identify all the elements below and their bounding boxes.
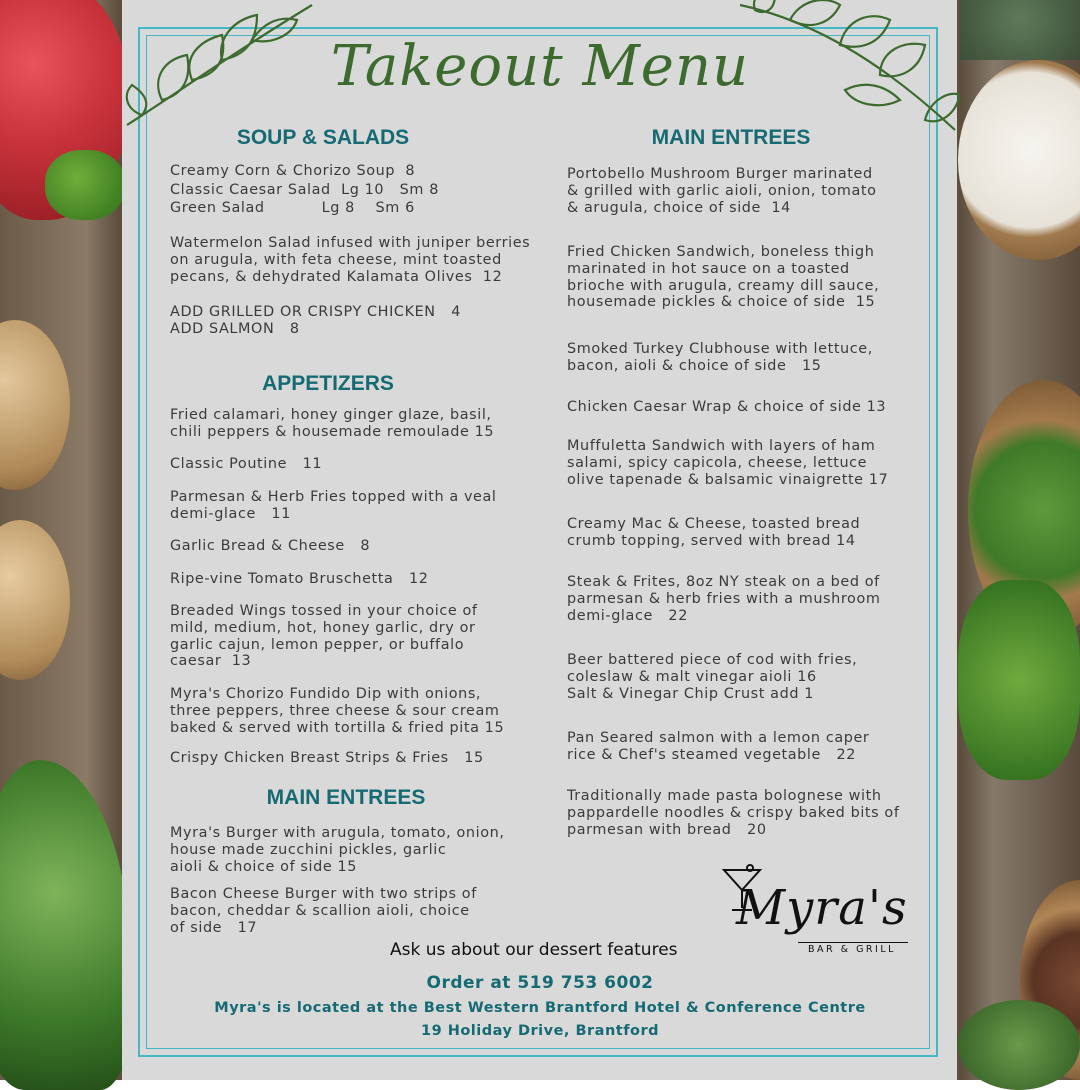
menu-item: Ripe-vine Tomato Bruschetta 12 <box>170 571 429 587</box>
herb-leaves-image <box>958 580 1080 780</box>
myras-logo <box>700 862 915 962</box>
menu-item: Fried Chicken Sandwich, boneless thigh marinated in hot sauce on a toasted brioche with arugula, creamy dill sauce, housemade pickles & choice of side 15 <box>567 244 880 311</box>
menu-item: Classic Caesar Salad Lg 10 Sm 8 <box>170 182 439 198</box>
section-heading-appetizers: APPETIZERS <box>262 372 394 395</box>
menu-item: Classic Poutine 11 <box>170 456 323 472</box>
pepper-image <box>45 150 125 220</box>
section-heading-main-entrees-right: MAIN ENTREES <box>651 126 811 149</box>
menu-item: Garlic Bread & Cheese 8 <box>170 538 371 554</box>
menu-item: Creamy Corn & Chorizo Soup 8 <box>170 163 416 179</box>
logo-divider <box>798 942 908 943</box>
order-phone: Order at 519 753 6002 <box>426 973 654 993</box>
menu-item: Crispy Chicken Breast Strips & Fries 15 <box>170 750 484 766</box>
menu-item: Green Salad Lg 8 Sm 6 <box>170 200 415 216</box>
menu-title: Takeout Menu <box>330 34 750 99</box>
menu-item: Smoked Turkey Clubhouse with lettuce, bacon, aioli & choice of side 15 <box>567 341 873 374</box>
section-heading-soup-salads: SOUP & SALADS <box>236 126 410 149</box>
menu-item: ADD GRILLED OR CRISPY CHICKEN 4 ADD SALMON 8 <box>170 304 461 337</box>
menu-item: Traditionally made pasta bolognese with pappardelle noodles & crispy baked bits of parmesan with bread 20 <box>567 788 900 838</box>
menu-item: Fried calamari, honey ginger glaze, basil, chili peppers & housemade remoulade 15 <box>170 407 495 440</box>
menu-item: Watermelon Salad infused with juniper berries on arugula, with feta cheese, mint toasted pecans, & dehydrated Kalamata Olives 12 <box>170 235 531 285</box>
section-heading-main-entrees-left: MAIN ENTREES <box>266 786 426 809</box>
location-line: Myra's is located at the Best Western Brantford Hotel & Conference Centre <box>214 1000 866 1016</box>
menu-item: Parmesan & Herb Fries topped with a veal demi-glace 11 <box>170 489 497 522</box>
menu-item: Myra's Burger with arugula, tomato, onion, house made zucchini pickles, garlic aioli & choice of side 15 <box>170 825 505 875</box>
logo-subtitle: BAR & GRILL <box>808 944 896 955</box>
menu-item: Bacon Cheese Burger with two strips of bacon, cheddar & scallion aioli, choice of side 17 <box>170 886 477 936</box>
menu-item: Creamy Mac & Cheese, toasted bread crumb topping, served with bread 14 <box>567 516 861 549</box>
menu-item: Muffuletta Sandwich with layers of ham salami, spicy capicola, cheese, lettuce olive tapenade & balsamic vinaigrette 17 <box>567 438 889 488</box>
menu-item: Breaded Wings tossed in your choice of mild, medium, hot, honey garlic, dry or garlic cajun, lemon pepper, or buffalo caesar 13 <box>170 603 478 670</box>
menu-item: Beer battered piece of cod with fries, coleslaw & malt vinegar aioli 16 Salt & Vinegar Chip Crust add 1 <box>567 652 858 702</box>
dessert-note: Ask us about our dessert features <box>390 940 678 960</box>
menu-item: Chicken Caesar Wrap & choice of side 13 <box>567 399 887 415</box>
logo-wordmark: Myra's <box>736 880 908 936</box>
address-line: 19 Holiday Drive, Brantford <box>420 1023 660 1039</box>
menu-item: Steak & Frites, 8oz NY steak on a bed of parmesan & herb fries with a mushroom demi-glace 22 <box>567 574 881 624</box>
menu-item: Portobello Mushroom Burger marinated & grilled with garlic aioli, onion, tomato & arugula, choice of side 14 <box>567 166 877 216</box>
menu-item: Pan Seared salmon with a lemon caper rice & Chef's steamed vegetable 22 <box>567 730 870 763</box>
menu-item: Myra's Chorizo Fundido Dip with onions, three peppers, three cheese & sour cream baked & served with tortilla & fried pita 15 <box>170 686 505 736</box>
